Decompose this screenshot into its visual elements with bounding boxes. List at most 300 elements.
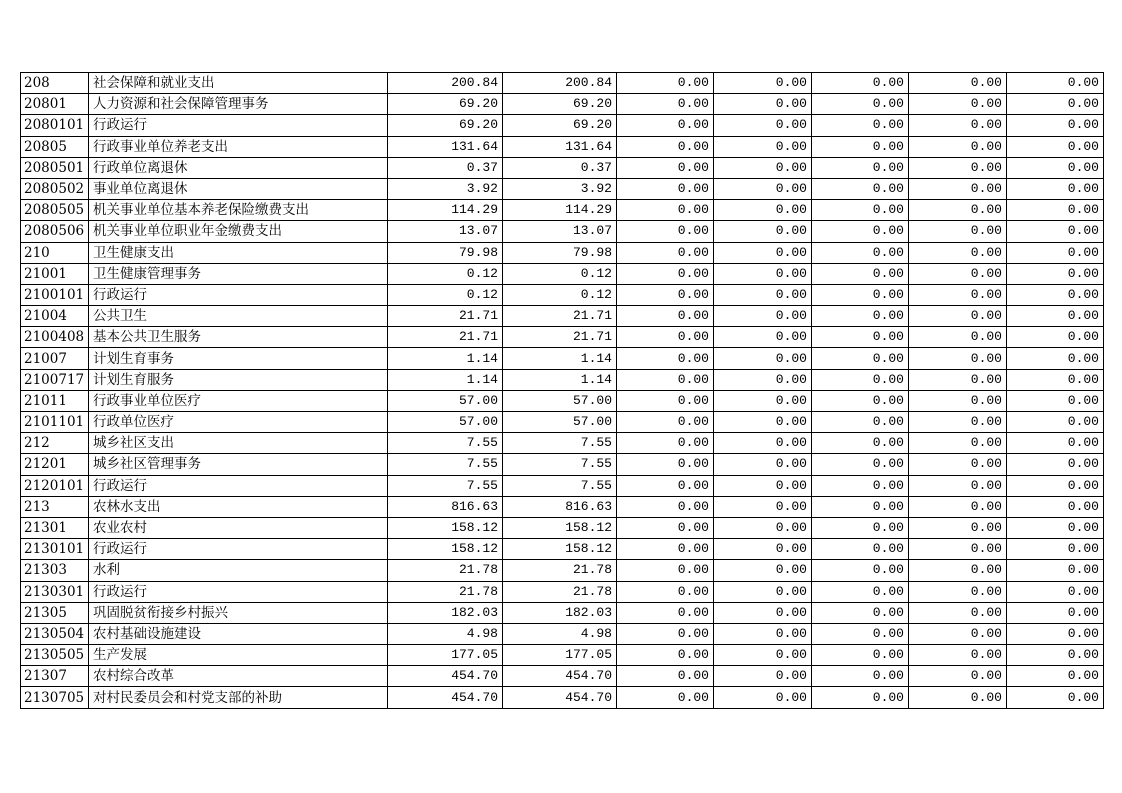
amount-cell-4: 0.00 (714, 73, 812, 94)
total-amount-cell: 79.98 (388, 242, 503, 263)
amount-cell-5: 0.00 (812, 687, 909, 708)
total-amount-cell: 69.20 (388, 115, 503, 136)
amount-cell-6: 0.00 (909, 284, 1007, 305)
amount-cell-5: 0.00 (812, 136, 909, 157)
amount-cell-3: 0.00 (617, 73, 714, 94)
amount-cell-4: 0.00 (714, 115, 812, 136)
subject-name-cell: 农村基础设施建设 (89, 623, 388, 644)
table-row (21, 645, 1104, 666)
amount-cell-3: 0.00 (617, 284, 714, 305)
amount-cell-5: 0.00 (812, 454, 909, 475)
amount-cell-5: 0.00 (812, 560, 909, 581)
amount-cell-5: 0.00 (812, 369, 909, 390)
amount-cell-4: 0.00 (714, 666, 812, 687)
table-row (21, 348, 1104, 369)
total-amount-cell: 21.78 (388, 581, 503, 602)
amount-cell-4: 0.00 (714, 602, 812, 623)
amount-cell-4: 0.00 (714, 623, 812, 644)
basic-expenditure-cell: 1.14 (503, 348, 617, 369)
subject-name-cell: 卫生健康管理事务 (89, 263, 388, 284)
amount-cell-3: 0.00 (617, 306, 714, 327)
table-row (21, 454, 1104, 475)
subject-name-cell: 农村综合改革 (89, 666, 388, 687)
total-amount-cell: 0.12 (388, 263, 503, 284)
amount-cell-5: 0.00 (812, 221, 909, 242)
basic-expenditure-cell: 454.70 (503, 666, 617, 687)
amount-cell-4: 0.00 (714, 496, 812, 517)
amount-cell-6: 0.00 (909, 687, 1007, 708)
basic-expenditure-cell: 816.63 (503, 496, 617, 517)
subject-name-cell: 城乡社区管理事务 (89, 454, 388, 475)
amount-cell-5: 0.00 (812, 412, 909, 433)
amount-cell-3: 0.00 (617, 136, 714, 157)
table-row (21, 581, 1104, 602)
amount-cell-7: 0.00 (1007, 602, 1104, 623)
amount-cell-7: 0.00 (1007, 433, 1104, 454)
amount-cell-6: 0.00 (909, 157, 1007, 178)
amount-cell-3: 0.00 (617, 496, 714, 517)
amount-cell-7: 0.00 (1007, 327, 1104, 348)
amount-cell-4: 0.00 (714, 454, 812, 475)
basic-expenditure-cell: 7.55 (503, 433, 617, 454)
subject-code-cell: 2100717 (21, 369, 89, 390)
amount-cell-4: 0.00 (714, 369, 812, 390)
subject-code-cell: 2101101 (21, 412, 89, 433)
subject-code-cell: 2080502 (21, 178, 89, 199)
table-row (21, 200, 1104, 221)
amount-cell-6: 0.00 (909, 242, 1007, 263)
amount-cell-5: 0.00 (812, 178, 909, 199)
amount-cell-7: 0.00 (1007, 623, 1104, 644)
total-amount-cell: 7.55 (388, 433, 503, 454)
amount-cell-3: 0.00 (617, 390, 714, 411)
subject-name-cell: 行政运行 (89, 539, 388, 560)
amount-cell-6: 0.00 (909, 623, 1007, 644)
basic-expenditure-cell: 69.20 (503, 115, 617, 136)
amount-cell-5: 0.00 (812, 284, 909, 305)
amount-cell-4: 0.00 (714, 200, 812, 221)
subject-name-cell: 行政事业单位养老支出 (89, 136, 388, 157)
total-amount-cell: 1.14 (388, 348, 503, 369)
basic-expenditure-cell: 0.12 (503, 263, 617, 284)
amount-cell-5: 0.00 (812, 306, 909, 327)
amount-cell-6: 0.00 (909, 136, 1007, 157)
amount-cell-3: 0.00 (617, 645, 714, 666)
amount-cell-3: 0.00 (617, 178, 714, 199)
amount-cell-7: 0.00 (1007, 454, 1104, 475)
amount-cell-7: 0.00 (1007, 517, 1104, 538)
subject-name-cell: 基本公共卫生服务 (89, 327, 388, 348)
total-amount-cell: 200.84 (388, 73, 503, 94)
subject-name-cell: 行政运行 (89, 284, 388, 305)
amount-cell-4: 0.00 (714, 539, 812, 560)
basic-expenditure-cell: 7.55 (503, 475, 617, 496)
table-row (21, 390, 1104, 411)
amount-cell-7: 0.00 (1007, 115, 1104, 136)
table-row (21, 94, 1104, 115)
amount-cell-3: 0.00 (617, 115, 714, 136)
amount-cell-7: 0.00 (1007, 412, 1104, 433)
basic-expenditure-cell: 182.03 (503, 602, 617, 623)
amount-cell-3: 0.00 (617, 200, 714, 221)
basic-expenditure-cell: 454.70 (503, 687, 617, 708)
table-row (21, 687, 1104, 708)
total-amount-cell: 21.71 (388, 306, 503, 327)
amount-cell-7: 0.00 (1007, 242, 1104, 263)
basic-expenditure-cell: 200.84 (503, 73, 617, 94)
amount-cell-4: 0.00 (714, 581, 812, 602)
amount-cell-5: 0.00 (812, 433, 909, 454)
total-amount-cell: 7.55 (388, 475, 503, 496)
amount-cell-6: 0.00 (909, 412, 1007, 433)
table-row (21, 602, 1104, 623)
basic-expenditure-cell: 4.98 (503, 623, 617, 644)
total-amount-cell: 158.12 (388, 517, 503, 538)
subject-code-cell: 213 (21, 496, 89, 517)
amount-cell-4: 0.00 (714, 433, 812, 454)
total-amount-cell: 454.70 (388, 687, 503, 708)
amount-cell-5: 0.00 (812, 115, 909, 136)
subject-code-cell: 21307 (21, 666, 89, 687)
basic-expenditure-cell: 131.64 (503, 136, 617, 157)
table-row (21, 136, 1104, 157)
table-row (21, 433, 1104, 454)
amount-cell-4: 0.00 (714, 560, 812, 581)
amount-cell-5: 0.00 (812, 348, 909, 369)
amount-cell-6: 0.00 (909, 178, 1007, 199)
amount-cell-5: 0.00 (812, 475, 909, 496)
table-row (21, 263, 1104, 284)
total-amount-cell: 177.05 (388, 645, 503, 666)
amount-cell-3: 0.00 (617, 687, 714, 708)
subject-name-cell: 生产发展 (89, 645, 388, 666)
amount-cell-7: 0.00 (1007, 200, 1104, 221)
subject-code-cell: 2130301 (21, 581, 89, 602)
subject-code-cell: 208 (21, 73, 89, 94)
amount-cell-4: 0.00 (714, 306, 812, 327)
table-body (21, 73, 1104, 709)
total-amount-cell: 7.55 (388, 454, 503, 475)
amount-cell-7: 0.00 (1007, 390, 1104, 411)
amount-cell-6: 0.00 (909, 390, 1007, 411)
amount-cell-5: 0.00 (812, 390, 909, 411)
amount-cell-6: 0.00 (909, 327, 1007, 348)
amount-cell-6: 0.00 (909, 602, 1007, 623)
table-row (21, 157, 1104, 178)
amount-cell-4: 0.00 (714, 94, 812, 115)
amount-cell-6: 0.00 (909, 263, 1007, 284)
table-row (21, 73, 1104, 94)
amount-cell-5: 0.00 (812, 327, 909, 348)
basic-expenditure-cell: 7.55 (503, 454, 617, 475)
amount-cell-7: 0.00 (1007, 496, 1104, 517)
amount-cell-7: 0.00 (1007, 136, 1104, 157)
amount-cell-6: 0.00 (909, 517, 1007, 538)
amount-cell-4: 0.00 (714, 475, 812, 496)
amount-cell-5: 0.00 (812, 539, 909, 560)
amount-cell-3: 0.00 (617, 560, 714, 581)
amount-cell-5: 0.00 (812, 157, 909, 178)
amount-cell-6: 0.00 (909, 539, 1007, 560)
table-row (21, 221, 1104, 242)
subject-name-cell: 农林水支出 (89, 496, 388, 517)
total-amount-cell: 182.03 (388, 602, 503, 623)
amount-cell-3: 0.00 (617, 412, 714, 433)
amount-cell-7: 0.00 (1007, 263, 1104, 284)
total-amount-cell: 21.78 (388, 560, 503, 581)
subject-code-cell: 2080101 (21, 115, 89, 136)
amount-cell-6: 0.00 (909, 73, 1007, 94)
subject-code-cell: 21305 (21, 602, 89, 623)
subject-code-cell: 2100408 (21, 327, 89, 348)
amount-cell-3: 0.00 (617, 263, 714, 284)
amount-cell-5: 0.00 (812, 496, 909, 517)
amount-cell-6: 0.00 (909, 581, 1007, 602)
subject-name-cell: 社会保障和就业支出 (89, 73, 388, 94)
subject-code-cell: 21301 (21, 517, 89, 538)
amount-cell-5: 0.00 (812, 581, 909, 602)
amount-cell-4: 0.00 (714, 242, 812, 263)
table-row (21, 242, 1104, 263)
amount-cell-7: 0.00 (1007, 157, 1104, 178)
subject-code-cell: 21303 (21, 560, 89, 581)
basic-expenditure-cell: 69.20 (503, 94, 617, 115)
table-row (21, 475, 1104, 496)
amount-cell-4: 0.00 (714, 412, 812, 433)
basic-expenditure-cell: 21.71 (503, 327, 617, 348)
total-amount-cell: 3.92 (388, 178, 503, 199)
amount-cell-5: 0.00 (812, 94, 909, 115)
amount-cell-3: 0.00 (617, 602, 714, 623)
subject-name-cell: 行政运行 (89, 475, 388, 496)
amount-cell-4: 0.00 (714, 687, 812, 708)
total-amount-cell: 13.07 (388, 221, 503, 242)
table-row (21, 327, 1104, 348)
amount-cell-7: 0.00 (1007, 348, 1104, 369)
basic-expenditure-cell: 57.00 (503, 412, 617, 433)
amount-cell-7: 0.00 (1007, 560, 1104, 581)
amount-cell-4: 0.00 (714, 263, 812, 284)
basic-expenditure-cell: 0.37 (503, 157, 617, 178)
amount-cell-7: 0.00 (1007, 687, 1104, 708)
amount-cell-3: 0.00 (617, 221, 714, 242)
total-amount-cell: 131.64 (388, 136, 503, 157)
basic-expenditure-cell: 79.98 (503, 242, 617, 263)
amount-cell-4: 0.00 (714, 221, 812, 242)
table-row (21, 560, 1104, 581)
table-row (21, 412, 1104, 433)
subject-name-cell: 水利 (89, 560, 388, 581)
amount-cell-4: 0.00 (714, 327, 812, 348)
table-row (21, 306, 1104, 327)
table-row (21, 623, 1104, 644)
basic-expenditure-cell: 3.92 (503, 178, 617, 199)
amount-cell-3: 0.00 (617, 581, 714, 602)
amount-cell-3: 0.00 (617, 94, 714, 115)
amount-cell-3: 0.00 (617, 517, 714, 538)
amount-cell-4: 0.00 (714, 390, 812, 411)
total-amount-cell: 57.00 (388, 390, 503, 411)
total-amount-cell: 4.98 (388, 623, 503, 644)
basic-expenditure-cell: 57.00 (503, 390, 617, 411)
basic-expenditure-cell: 177.05 (503, 645, 617, 666)
subject-name-cell: 事业单位离退休 (89, 178, 388, 199)
subject-name-cell: 行政事业单位医疗 (89, 390, 388, 411)
amount-cell-4: 0.00 (714, 284, 812, 305)
subject-name-cell: 机关事业单位职业年金缴费支出 (89, 221, 388, 242)
table-row (21, 666, 1104, 687)
amount-cell-4: 0.00 (714, 517, 812, 538)
amount-cell-4: 0.00 (714, 178, 812, 199)
amount-cell-7: 0.00 (1007, 369, 1104, 390)
subject-name-cell: 计划生育事务 (89, 348, 388, 369)
basic-expenditure-cell: 21.78 (503, 560, 617, 581)
amount-cell-3: 0.00 (617, 433, 714, 454)
amount-cell-7: 0.00 (1007, 475, 1104, 496)
basic-expenditure-cell: 21.78 (503, 581, 617, 602)
subject-code-cell: 21011 (21, 390, 89, 411)
subject-name-cell: 行政运行 (89, 581, 388, 602)
subject-name-cell: 计划生育服务 (89, 369, 388, 390)
basic-expenditure-cell: 0.12 (503, 284, 617, 305)
subject-name-cell: 农业农村 (89, 517, 388, 538)
subject-name-cell: 人力资源和社会保障管理事务 (89, 94, 388, 115)
table-row (21, 496, 1104, 517)
subject-name-cell: 卫生健康支出 (89, 242, 388, 263)
table-row (21, 115, 1104, 136)
amount-cell-7: 0.00 (1007, 306, 1104, 327)
amount-cell-3: 0.00 (617, 454, 714, 475)
total-amount-cell: 158.12 (388, 539, 503, 560)
amount-cell-7: 0.00 (1007, 284, 1104, 305)
amount-cell-7: 0.00 (1007, 539, 1104, 560)
subject-code-cell: 21004 (21, 306, 89, 327)
total-amount-cell: 69.20 (388, 94, 503, 115)
amount-cell-5: 0.00 (812, 263, 909, 284)
amount-cell-4: 0.00 (714, 136, 812, 157)
amount-cell-7: 0.00 (1007, 221, 1104, 242)
subject-name-cell: 行政单位离退休 (89, 157, 388, 178)
subject-code-cell: 210 (21, 242, 89, 263)
amount-cell-5: 0.00 (812, 645, 909, 666)
amount-cell-6: 0.00 (909, 645, 1007, 666)
subject-code-cell: 212 (21, 433, 89, 454)
amount-cell-5: 0.00 (812, 602, 909, 623)
subject-name-cell: 行政运行 (89, 115, 388, 136)
subject-code-cell: 2130505 (21, 645, 89, 666)
amount-cell-7: 0.00 (1007, 645, 1104, 666)
amount-cell-6: 0.00 (909, 475, 1007, 496)
subject-code-cell: 20801 (21, 94, 89, 115)
subject-code-cell: 21201 (21, 454, 89, 475)
subject-code-cell: 2080506 (21, 221, 89, 242)
basic-expenditure-cell: 158.12 (503, 539, 617, 560)
amount-cell-7: 0.00 (1007, 178, 1104, 199)
subject-code-cell: 2080501 (21, 157, 89, 178)
amount-cell-6: 0.00 (909, 496, 1007, 517)
total-amount-cell: 1.14 (388, 369, 503, 390)
amount-cell-6: 0.00 (909, 666, 1007, 687)
amount-cell-3: 0.00 (617, 327, 714, 348)
subject-code-cell: 2120101 (21, 475, 89, 496)
subject-code-cell: 2130504 (21, 623, 89, 644)
amount-cell-4: 0.00 (714, 645, 812, 666)
amount-cell-7: 0.00 (1007, 581, 1104, 602)
amount-cell-3: 0.00 (617, 369, 714, 390)
subject-name-cell: 机关事业单位基本养老保险缴费支出 (89, 200, 388, 221)
total-amount-cell: 57.00 (388, 412, 503, 433)
basic-expenditure-cell: 114.29 (503, 200, 617, 221)
total-amount-cell: 816.63 (388, 496, 503, 517)
table-row (21, 369, 1104, 390)
amount-cell-3: 0.00 (617, 623, 714, 644)
subject-name-cell: 对村民委员会和村党支部的补助 (89, 687, 388, 708)
amount-cell-5: 0.00 (812, 73, 909, 94)
amount-cell-5: 0.00 (812, 623, 909, 644)
amount-cell-6: 0.00 (909, 94, 1007, 115)
amount-cell-5: 0.00 (812, 242, 909, 263)
amount-cell-3: 0.00 (617, 539, 714, 560)
amount-cell-3: 0.00 (617, 348, 714, 369)
amount-cell-6: 0.00 (909, 348, 1007, 369)
amount-cell-6: 0.00 (909, 115, 1007, 136)
basic-expenditure-cell: 158.12 (503, 517, 617, 538)
basic-expenditure-cell: 13.07 (503, 221, 617, 242)
amount-cell-5: 0.00 (812, 517, 909, 538)
total-amount-cell: 0.37 (388, 157, 503, 178)
budget-table (20, 72, 1104, 709)
total-amount-cell: 0.12 (388, 284, 503, 305)
subject-name-cell: 城乡社区支出 (89, 433, 388, 454)
subject-code-cell: 20805 (21, 136, 89, 157)
total-amount-cell: 454.70 (388, 666, 503, 687)
amount-cell-3: 0.00 (617, 475, 714, 496)
amount-cell-3: 0.00 (617, 157, 714, 178)
basic-expenditure-cell: 21.71 (503, 306, 617, 327)
amount-cell-5: 0.00 (812, 200, 909, 221)
amount-cell-6: 0.00 (909, 200, 1007, 221)
subject-code-cell: 2080505 (21, 200, 89, 221)
amount-cell-3: 0.00 (617, 666, 714, 687)
subject-name-cell: 行政单位医疗 (89, 412, 388, 433)
subject-code-cell: 2130101 (21, 539, 89, 560)
amount-cell-7: 0.00 (1007, 73, 1104, 94)
amount-cell-5: 0.00 (812, 666, 909, 687)
total-amount-cell: 114.29 (388, 200, 503, 221)
amount-cell-6: 0.00 (909, 433, 1007, 454)
amount-cell-4: 0.00 (714, 157, 812, 178)
table-row (21, 539, 1104, 560)
table-row (21, 178, 1104, 199)
amount-cell-6: 0.00 (909, 454, 1007, 475)
subject-name-cell: 公共卫生 (89, 306, 388, 327)
total-amount-cell: 21.71 (388, 327, 503, 348)
subject-name-cell: 巩固脱贫衔接乡村振兴 (89, 602, 388, 623)
amount-cell-6: 0.00 (909, 560, 1007, 581)
subject-code-cell: 21007 (21, 348, 89, 369)
amount-cell-4: 0.00 (714, 348, 812, 369)
amount-cell-6: 0.00 (909, 221, 1007, 242)
amount-cell-6: 0.00 (909, 306, 1007, 327)
table-row (21, 517, 1104, 538)
amount-cell-6: 0.00 (909, 369, 1007, 390)
subject-code-cell: 21001 (21, 263, 89, 284)
subject-code-cell: 2100101 (21, 284, 89, 305)
amount-cell-7: 0.00 (1007, 666, 1104, 687)
subject-code-cell: 2130705 (21, 687, 89, 708)
amount-cell-3: 0.00 (617, 242, 714, 263)
table-row (21, 284, 1104, 305)
